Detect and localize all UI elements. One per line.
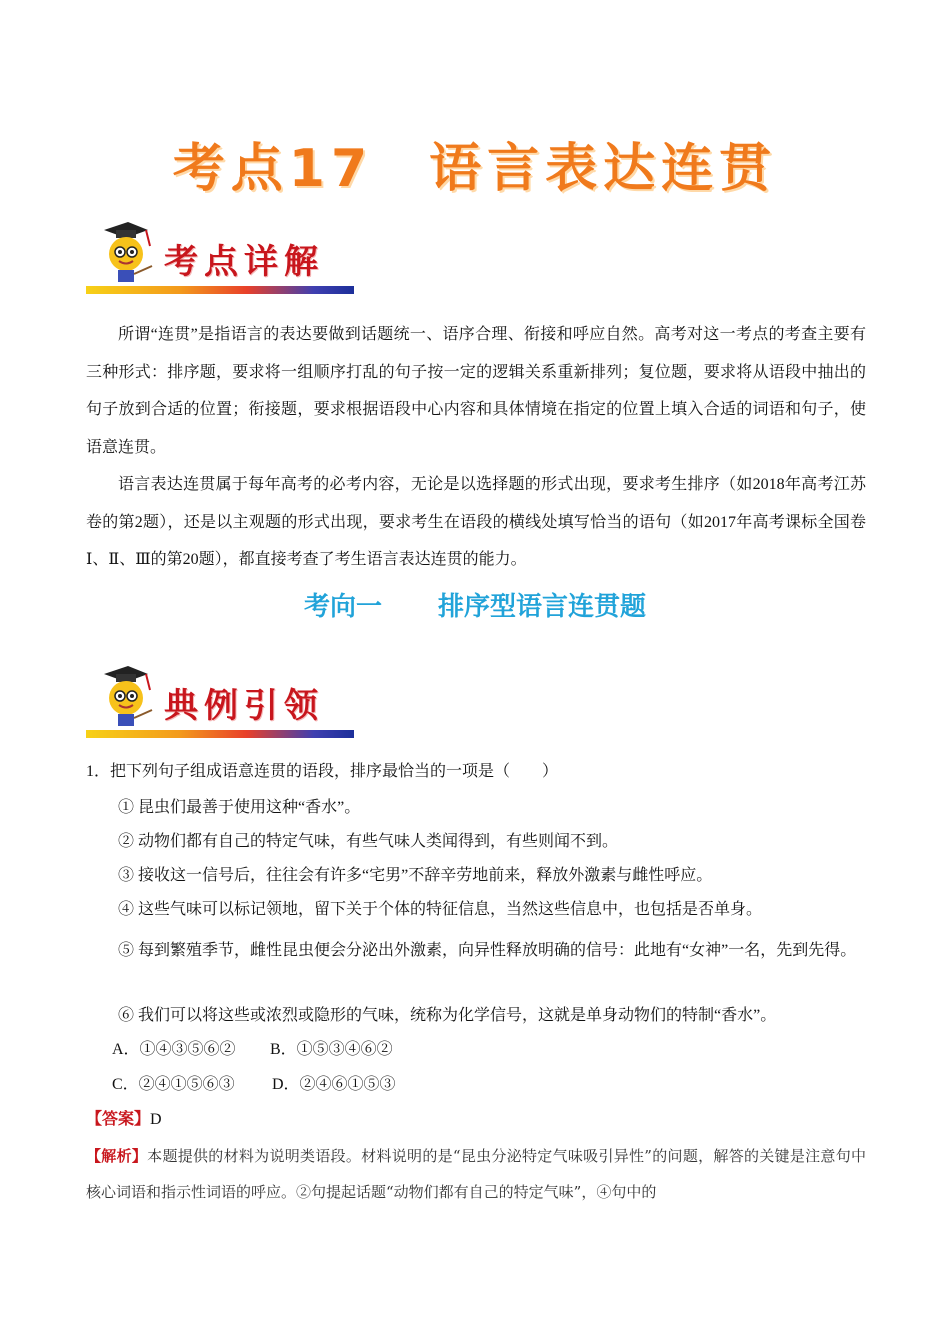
analysis-text: 本题提供的材料为说明类语段。材料说明的是“昆虫分泌特定气味吸引异性”的问题，解答的关键是注意句中核心词语和指示性词语的呼应。②句提起话题“动物们都有自己的特定气味”，④句中的 — [86, 1147, 866, 1201]
title-code: 考点17 — [172, 139, 374, 199]
intro-paragraph-1: 所谓“连贯”是指语言的表达要做到话题统一、语序合理、衔接和呼应自然。高考对这一考点的考查主要有三种形式：排序题，要求将一组顺序打乱的句子按一定的逻辑关系重新排列；复位题，要求将从语段中抽出的句子放到合适的位置；衔接题，要求根据语段中心内容和具体情境在指定的位置上填入合适的词语和句子，使语意连贯。 — [86, 326, 866, 456]
answer-value: D — [150, 1111, 162, 1128]
title-topic: 语言表达连贯 — [429, 139, 778, 199]
page-title — [0, 126, 950, 201]
question-stem: 1．把下列句子组成语意连贯的语段，排序最恰当的一项是（ ） — [86, 763, 559, 780]
answer-line — [86, 1108, 866, 1132]
banner-underline — [86, 730, 354, 738]
option-b: B．①⑤③④⑥② — [270, 1041, 393, 1058]
option-d: D．②④⑥①⑤③ — [272, 1076, 396, 1093]
scholar-mascot-icon — [86, 660, 156, 736]
analysis-tag: 【解析】 — [86, 1147, 148, 1165]
scholar-mascot-icon — [86, 216, 156, 292]
sentence-4: ④ 这些气味可以标记领地，留下关于个体的特征信息，当然这些信息中，也包括是否单身。 — [118, 901, 763, 918]
banner-underline — [86, 286, 354, 294]
section-number: 考向一 — [303, 592, 382, 622]
banner-label: 考点详解 — [164, 242, 324, 282]
answer-tag: 【答案】 — [86, 1111, 151, 1128]
banner-label: 典例引领 — [164, 686, 324, 726]
section-banner-kaodian — [86, 216, 356, 296]
section-topic: 排序型语言连贯题 — [438, 592, 647, 622]
intro-paragraph-2: 语言表达连贯属于每年高考的必考内容，无论是以选择题的形式出现，要求考生排序（如2018年高考江苏卷的第2题），还是以主观题的形式出现，要求考生在语段的横线处填写恰当的语句（如2017年高考课标全国卷Ⅰ、Ⅱ、Ⅲ的第20题），都直接考查了考生语言表达连贯的能力。 — [86, 476, 866, 568]
sentence-6: ⑥ 我们可以将这些或浓烈或隐形的气味，统称为化学信号，这就是单身动物们的特制“香水”。 — [118, 1007, 777, 1024]
analysis-paragraph — [86, 1138, 866, 1210]
sentence-1: ① 昆虫们最善于使用这种“香水”。 — [118, 799, 361, 816]
option-a: A．①④③⑤⑥② — [112, 1041, 236, 1058]
sentence-2: ② 动物们都有自己的特定气味，有些气味人类闻得到，有些则闻不到。 — [118, 833, 619, 850]
sentence-3: ③ 接收这一信号后，往往会有许多“宅男”不辞辛劳地前来，释放外激素与雌性呼应。 — [118, 867, 713, 884]
section-heading — [0, 586, 950, 623]
option-c: C．②④①⑤⑥③ — [112, 1076, 235, 1093]
sentence-5: ⑤ 每到繁殖季节，雌性昆虫便会分泌出外激素，向异性释放明确的信号：此地有“女神”一名，先到先得。 — [118, 942, 857, 959]
section-banner-dianli — [86, 660, 356, 740]
